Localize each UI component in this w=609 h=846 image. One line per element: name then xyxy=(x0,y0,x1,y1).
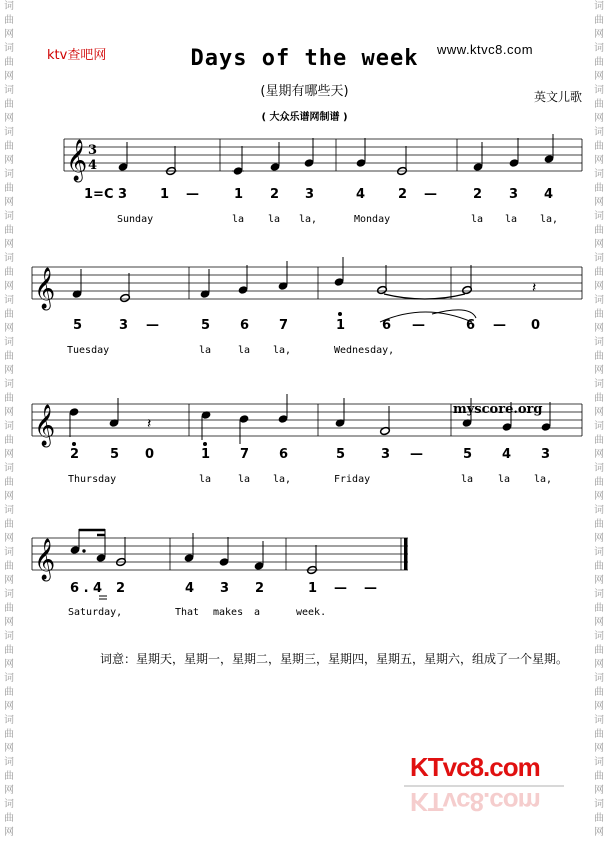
lyric-word: la xyxy=(199,474,212,485)
side-watermark-char: 曲 xyxy=(4,813,14,824)
score-credit: ( 大众乐谱网制谱 ) xyxy=(261,112,348,123)
side-watermark-char: 曲 xyxy=(4,309,14,320)
staff-1 xyxy=(64,139,582,171)
side-watermark-char: 词 xyxy=(4,463,14,474)
jianpu-dash: — xyxy=(334,581,347,596)
tie-arc xyxy=(380,312,472,322)
side-watermark-char: 曲 xyxy=(594,225,604,236)
side-watermark-char: 词 xyxy=(594,589,604,600)
side-watermark-char: 词 xyxy=(594,1,604,12)
jianpu-dash: — xyxy=(424,187,437,202)
side-watermark-char: 曲 xyxy=(594,519,604,530)
jianpu-dash: — xyxy=(146,318,159,333)
side-watermark-char: 网 xyxy=(594,575,604,586)
jianpu-note: 4 xyxy=(502,447,512,462)
side-watermark-char: 曲 xyxy=(594,813,604,824)
side-watermark-char: 网 xyxy=(4,113,14,124)
side-watermark-char: 网 xyxy=(4,323,14,334)
lyric-word: Tuesday xyxy=(67,345,110,356)
side-watermark-char: 网 xyxy=(594,701,604,712)
side-watermark-char: 网 xyxy=(594,365,604,376)
lyric-word: Monday xyxy=(354,214,391,225)
side-watermark-char: 词 xyxy=(594,295,604,306)
jianpu-note: 1 xyxy=(160,187,170,202)
jianpu-note: 3 xyxy=(220,581,230,596)
side-watermark-char: 词 xyxy=(594,547,604,558)
side-watermark-char: 词 xyxy=(4,43,14,54)
treble-clef-icon: 𝄞 xyxy=(34,405,56,446)
side-watermark-char: 曲 xyxy=(4,687,14,698)
lyric-word: la xyxy=(232,214,245,225)
jianpu-note: 6 xyxy=(279,447,289,462)
side-watermark-char: 网 xyxy=(4,533,14,544)
side-watermark-char: 网 xyxy=(594,449,604,460)
side-watermark-char: 词 xyxy=(594,631,604,642)
lyric-word: Wednesday, xyxy=(334,345,395,356)
staff-2 xyxy=(32,267,582,299)
side-watermark-char: 网 xyxy=(594,239,604,250)
jianpu-note: 6 . 4 xyxy=(70,581,103,596)
side-watermark-char: 网 xyxy=(4,743,14,754)
side-watermark-char: 词 xyxy=(4,673,14,684)
side-watermark-char: 词 xyxy=(594,127,604,138)
jianpu-dash: — xyxy=(493,318,506,333)
side-watermark-char: 网 xyxy=(4,575,14,586)
side-watermark-char: 词 xyxy=(4,169,14,180)
side-watermark-char: 词 xyxy=(4,589,14,600)
side-watermark-char: 曲 xyxy=(4,729,14,740)
side-watermark-char: 曲 xyxy=(594,729,604,740)
treble-clef-icon: 𝄞 xyxy=(34,268,56,309)
side-watermark-char: 曲 xyxy=(4,183,14,194)
side-watermark-char: 网 xyxy=(4,617,14,628)
side-watermark-char: 曲 xyxy=(594,141,604,152)
side-watermark-char: 网 xyxy=(4,71,14,82)
side-watermark-char: 词 xyxy=(4,211,14,222)
jianpu-note: 3 xyxy=(118,187,128,202)
category-label: 英文儿歌 xyxy=(534,90,583,104)
final-barline xyxy=(404,538,408,570)
jianpu-note: 4 xyxy=(185,581,195,596)
lyric-word: la, xyxy=(273,474,292,485)
lyric-word: la xyxy=(498,474,511,485)
jianpu-note: 2 xyxy=(255,581,265,596)
time-sig-top: 3 xyxy=(88,143,98,158)
jianpu-note: 3 xyxy=(305,187,315,202)
lyric-word: la, xyxy=(540,214,559,225)
site-name-left: ktv查吧网 xyxy=(47,48,107,63)
side-watermark-char: 词 xyxy=(4,715,14,726)
side-watermark-char: 词 xyxy=(594,85,604,96)
jianpu-note: 1 xyxy=(234,187,244,202)
side-watermark-char: 曲 xyxy=(594,477,604,488)
side-watermark-char: 词 xyxy=(4,253,14,264)
staff-2-notes xyxy=(72,257,472,303)
side-watermark-char: 曲 xyxy=(594,57,604,68)
side-watermark-char: 词 xyxy=(4,1,14,12)
lyric-word: week. xyxy=(296,607,327,618)
side-watermark-char: 词 xyxy=(594,505,604,516)
jianpu-note: 1 xyxy=(201,447,211,462)
jianpu-dash: — xyxy=(364,581,377,596)
side-watermark-char: 词 xyxy=(4,379,14,390)
side-watermark-char: 曲 xyxy=(4,141,14,152)
side-watermark-char: 曲 xyxy=(594,309,604,320)
side-watermark-char: 词 xyxy=(4,127,14,138)
jianpu-note: 7 xyxy=(240,447,250,462)
side-watermark-char: 词 xyxy=(4,547,14,558)
jianpu-dash: — xyxy=(186,187,199,202)
jianpu-note: 0 xyxy=(145,447,155,462)
jianpu-note: 3 xyxy=(119,318,129,333)
staff-4-notes xyxy=(70,529,318,575)
lyrics-meaning: 词意：星期天，星期一，星期二，星期三，星期四，星期五，星期六，组成了一个星期。 xyxy=(100,652,569,666)
side-watermark-char: 词 xyxy=(4,295,14,306)
jianpu-note: 2 xyxy=(473,187,483,202)
side-watermark-char: 网 xyxy=(594,155,604,166)
lyric-word: la xyxy=(505,214,518,225)
side-watermark-char: 网 xyxy=(594,827,604,838)
side-watermark-char: 曲 xyxy=(4,645,14,656)
side-watermark-char: 曲 xyxy=(594,15,604,26)
side-watermark-char: 词 xyxy=(594,379,604,390)
side-watermark-char: 网 xyxy=(4,785,14,796)
side-watermark-char: 词 xyxy=(4,631,14,642)
lyric-word: la xyxy=(238,474,251,485)
side-watermark-char: 网 xyxy=(594,659,604,670)
side-watermark-char: 词 xyxy=(594,673,604,684)
quarter-rest-icon: 𝄽 xyxy=(532,280,537,296)
side-watermark-char: 词 xyxy=(594,337,604,348)
jianpu-note: 5 xyxy=(110,447,120,462)
side-watermark-char: 曲 xyxy=(4,603,14,614)
lyric-word: la xyxy=(268,214,281,225)
side-watermark-char: 词 xyxy=(4,757,14,768)
side-watermark-char: 曲 xyxy=(4,99,14,110)
jianpu-note: 5 xyxy=(463,447,473,462)
jianpu-note: 6 xyxy=(466,318,476,333)
side-watermark-char: 曲 xyxy=(594,435,604,446)
side-watermark-char: 词 xyxy=(594,463,604,474)
jianpu-dash: — xyxy=(410,447,423,462)
side-watermark-char: 词 xyxy=(4,799,14,810)
side-watermark-char: 网 xyxy=(594,533,604,544)
jianpu-note: 5 xyxy=(201,318,211,333)
side-watermark-char: 曲 xyxy=(4,393,14,404)
side-watermark-char: 网 xyxy=(594,323,604,334)
side-watermark-char: 曲 xyxy=(4,351,14,362)
side-watermark-char: 曲 xyxy=(594,351,604,362)
lyric-word: la, xyxy=(534,474,553,485)
side-watermark-char: 曲 xyxy=(4,435,14,446)
side-watermark-char: 网 xyxy=(4,281,14,292)
side-watermark-char: 词 xyxy=(594,421,604,432)
page-subtitle: (星期有哪些天) xyxy=(260,84,349,99)
site-logo-reflection: KTvc8.com xyxy=(410,787,540,817)
lyric-word: Friday xyxy=(334,474,371,485)
side-watermark-char: 曲 xyxy=(594,771,604,782)
side-watermark-char: 网 xyxy=(594,197,604,208)
treble-clef-icon: 𝄞 xyxy=(66,140,88,181)
jianpu-note: 2 xyxy=(398,187,408,202)
lyric-word: la xyxy=(238,345,251,356)
side-watermark-char: 网 xyxy=(4,155,14,166)
side-watermark-char: 曲 xyxy=(4,57,14,68)
side-watermark-char: 词 xyxy=(4,505,14,516)
time-sig-bottom: 4 xyxy=(88,158,98,173)
side-watermark-char: 词 xyxy=(594,799,604,810)
side-watermark-char: 网 xyxy=(4,239,14,250)
lyric-word: la xyxy=(461,474,474,485)
jianpu-note: 6 xyxy=(382,318,392,333)
lyric-word: a xyxy=(254,607,261,618)
jianpu-note: 2 xyxy=(70,447,80,462)
lyric-word: la, xyxy=(273,345,292,356)
lyric-word: makes xyxy=(213,607,244,618)
treble-clef-icon: 𝄞 xyxy=(34,539,56,580)
side-watermark-char: 网 xyxy=(4,365,14,376)
side-watermark-char: 曲 xyxy=(594,267,604,278)
site-logo: KTvc8.com xyxy=(410,752,540,782)
key-signature: 1=C xyxy=(84,187,114,202)
side-watermark-char: 词 xyxy=(594,715,604,726)
side-watermark-char: 曲 xyxy=(594,99,604,110)
side-watermark-char: 曲 xyxy=(4,15,14,26)
side-watermark-char: 网 xyxy=(594,29,604,40)
lyric-word: la xyxy=(471,214,484,225)
jianpu-note: 6 xyxy=(240,318,250,333)
lyric-word: Saturday, xyxy=(68,607,123,618)
staff-4 xyxy=(32,538,408,570)
side-watermark-char: 曲 xyxy=(4,771,14,782)
side-watermark-char: 网 xyxy=(4,407,14,418)
jianpu-note: 1 xyxy=(336,318,346,333)
side-watermark-char: 词 xyxy=(594,757,604,768)
side-watermark-char: 词 xyxy=(594,169,604,180)
side-watermark-char: 曲 xyxy=(4,477,14,488)
jianpu-note: 1 xyxy=(308,581,318,596)
side-watermark-char: 网 xyxy=(4,659,14,670)
side-watermark-char: 曲 xyxy=(594,393,604,404)
side-watermark-char: 网 xyxy=(4,827,14,838)
side-watermark-char: 曲 xyxy=(594,645,604,656)
side-watermark-char: 网 xyxy=(4,449,14,460)
jianpu-note: 5 xyxy=(336,447,346,462)
side-watermark-char: 网 xyxy=(594,491,604,502)
lyric-word: Sunday xyxy=(117,214,154,225)
side-watermark-char: 曲 xyxy=(4,225,14,236)
side-watermark-char: 网 xyxy=(4,701,14,712)
jianpu-note: 3 xyxy=(541,447,551,462)
side-watermark-char: 词 xyxy=(4,85,14,96)
jianpu-note: 7 xyxy=(279,318,289,333)
side-watermark-char: 词 xyxy=(594,43,604,54)
site-url-right: www.ktvc8.com xyxy=(437,42,534,57)
side-watermark-char: 网 xyxy=(594,281,604,292)
page-title: Days of the week xyxy=(190,46,419,71)
side-watermark-char: 曲 xyxy=(4,519,14,530)
lyric-word: la, xyxy=(299,214,318,225)
side-watermark-char: 网 xyxy=(594,113,604,124)
side-watermark-char: 网 xyxy=(4,197,14,208)
quarter-rest-icon: 𝄽 xyxy=(147,416,152,432)
side-watermark-char: 词 xyxy=(594,211,604,222)
side-watermark-char: 曲 xyxy=(4,267,14,278)
side-watermark-char: 词 xyxy=(4,421,14,432)
side-watermark-char: 网 xyxy=(594,71,604,82)
jianpu-note: 0 xyxy=(531,318,541,333)
side-watermark-char: 网 xyxy=(594,617,604,628)
jianpu-note: 2 xyxy=(270,187,280,202)
side-watermark-char: 网 xyxy=(594,407,604,418)
jianpu-note: 4 xyxy=(544,187,554,202)
side-watermark-char: 曲 xyxy=(594,183,604,194)
side-watermark-char: 曲 xyxy=(594,561,604,572)
jianpu-dash: — xyxy=(412,318,425,333)
side-watermark-char: 网 xyxy=(594,785,604,796)
lyric-word: Thursday xyxy=(68,474,117,485)
jianpu-note: 3 xyxy=(381,447,391,462)
side-watermark-char: 曲 xyxy=(594,687,604,698)
side-watermark-char: 网 xyxy=(4,29,14,40)
side-watermark-char: 词 xyxy=(4,337,14,348)
lyric-word: la xyxy=(199,345,212,356)
jianpu-note: 4 xyxy=(356,187,366,202)
side-watermark-char: 词 xyxy=(594,253,604,264)
side-watermark-char: 曲 xyxy=(4,561,14,572)
side-watermark-char: 曲 xyxy=(594,603,604,614)
lyric-word: That xyxy=(175,607,200,618)
jianpu-note: 3 xyxy=(509,187,519,202)
side-watermark-char: 网 xyxy=(594,743,604,754)
jianpu-note: 2 xyxy=(116,581,126,596)
jianpu-note: 5 xyxy=(73,318,83,333)
side-watermark-char: 网 xyxy=(4,491,14,502)
watermark-text: myscore.org xyxy=(453,402,543,417)
